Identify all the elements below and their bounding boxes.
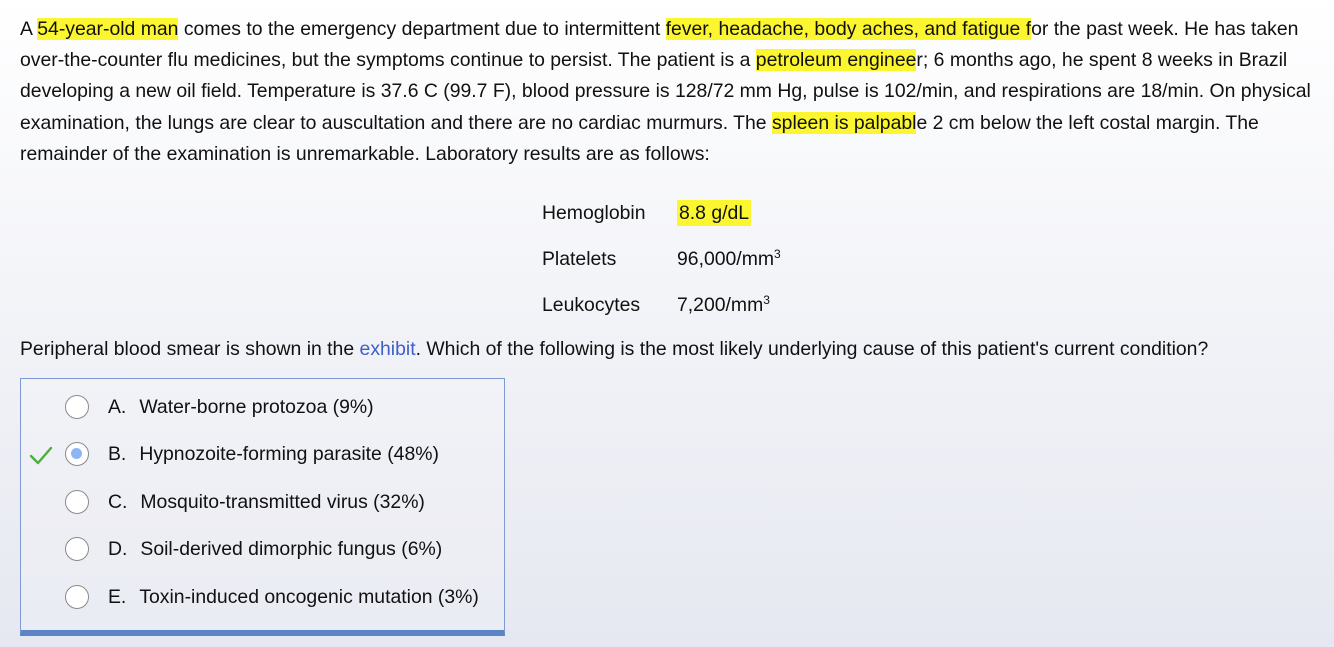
lab-name: Platelets [542, 247, 617, 270]
choice-label [108, 538, 442, 561]
exhibit-link[interactable]: exhibit [359, 338, 416, 360]
stem-paragraph [20, 14, 1320, 170]
highlight-occupation[interactable]: petroleum enginee [755, 49, 917, 72]
choice-letter: D. [108, 538, 128, 560]
lab-results-table [542, 190, 781, 328]
checkmark-icon [29, 444, 53, 466]
answer-choice-d[interactable] [21, 530, 504, 570]
question-prompt [20, 334, 1208, 365]
highlight-age[interactable]: 54-year-old man [37, 18, 179, 40]
choice-text: Toxin-induced oncogenic mutation (3%) [139, 586, 479, 608]
choice-label [108, 491, 425, 514]
lab-value [677, 190, 781, 236]
lab-value-text: 7,200/mm [677, 294, 764, 316]
lab-value-superscript: 3 [774, 247, 781, 261]
radio-button[interactable] [65, 395, 89, 419]
choice-text: Water-borne protozoa (9%) [139, 396, 374, 418]
lab-name: Hemoglobin [542, 201, 646, 224]
lab-name: Leukocytes [542, 293, 641, 316]
radio-button-selected[interactable] [65, 442, 89, 466]
stem-text: or the past week. He has taken over-the-counter flu medicines, but the symptoms continue to persist. The patient is a [20, 18, 1299, 72]
lab-value [677, 236, 781, 282]
answer-choice-e[interactable] [21, 578, 504, 618]
question-text: . Which of the following is the most likely underlying cause of this patient's current condition? [415, 338, 1209, 360]
choice-text: Mosquito-transmitted virus (32%) [140, 491, 425, 513]
lab-value-superscript: 3 [763, 293, 770, 307]
radio-button[interactable] [65, 537, 89, 561]
radio-button[interactable] [65, 490, 89, 514]
question-stem [20, 14, 1320, 170]
stem-text: A [20, 18, 38, 40]
choice-letter: B. [108, 443, 127, 465]
choice-label [108, 396, 374, 419]
choice-letter: C. [108, 491, 128, 513]
choice-text: Hypnozoite-forming parasite (48%) [139, 443, 439, 465]
choice-label [108, 443, 439, 466]
answer-choices [20, 378, 505, 636]
answer-choice-b[interactable] [21, 435, 504, 475]
lab-row-platelets [542, 236, 781, 282]
radio-button[interactable] [65, 585, 89, 609]
choice-text: Soil-derived dimorphic fungus (6%) [140, 538, 443, 560]
choice-letter: E. [108, 586, 127, 608]
stem-text: e 2 cm below the left costal margin. The remainder of the examination is unremarkable. Laboratory results are as follows: [20, 111, 1259, 165]
question-text: Peripheral blood smear is shown in the [20, 338, 360, 360]
lab-row-hemoglobin [542, 190, 781, 236]
choice-letter: A. [108, 396, 127, 418]
lab-value-text: 96,000/mm [677, 248, 775, 270]
highlight-spleen[interactable]: spleen is palpabl [771, 111, 917, 134]
answer-choice-a[interactable] [21, 388, 504, 428]
stem-text: comes to the emergency department due to intermittent [178, 18, 666, 40]
highlight-symptoms[interactable]: fever, headache, body aches, and fatigue f [665, 18, 1032, 40]
choice-label [108, 586, 479, 609]
lab-value [677, 282, 781, 328]
stem-text: r; 6 months ago, he spent 8 weeks in Brazil developing a new oil field. Temperature is 37.6 C (99.7 F), blood pressure is 128/72 mm Hg, pulse is 102/min, and respirations are 18/min. On physical examination, the lungs are clear to auscultation and there are no cardiac murmurs. The [20, 49, 1311, 134]
lab-row-leukocytes [542, 282, 781, 328]
highlight-hemoglobin-value[interactable]: 8.8 g/dL [679, 201, 750, 224]
answer-choice-c[interactable] [21, 483, 504, 523]
